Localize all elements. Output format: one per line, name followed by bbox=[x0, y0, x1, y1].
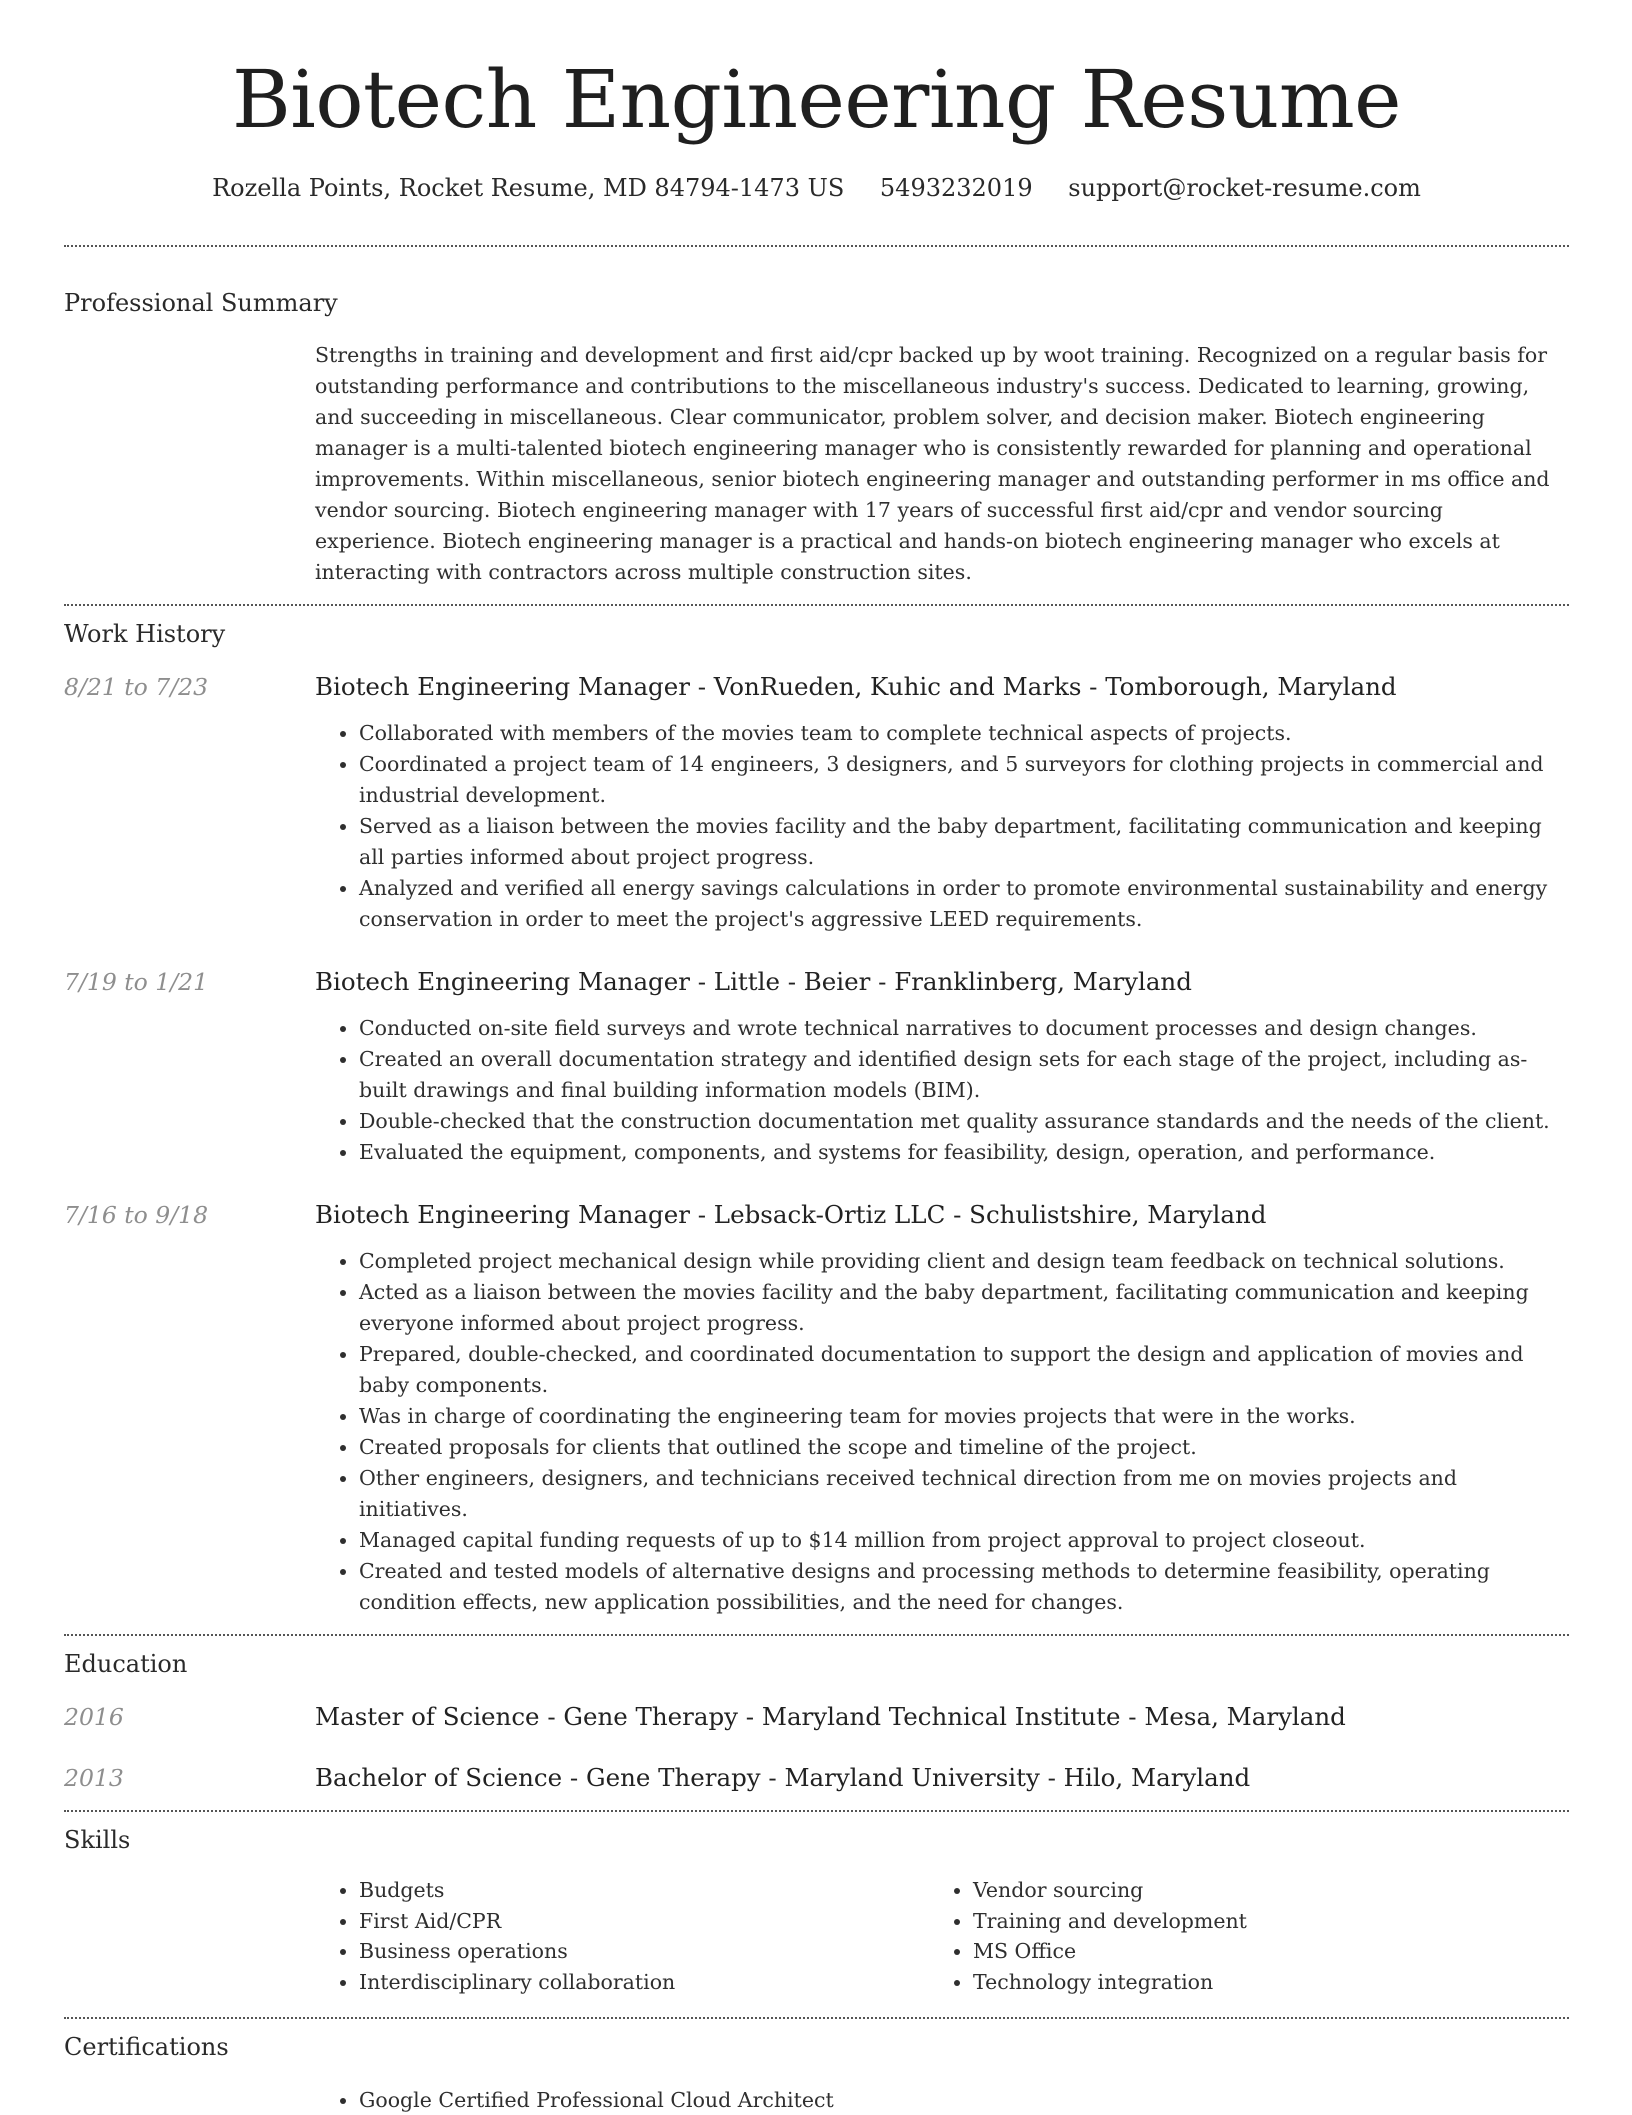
skills-column-left bbox=[315, 1875, 929, 1997]
contact-address: Rozella Points, Rocket Resume, MD 84794-1473 US bbox=[212, 174, 845, 202]
education-title: Master of Science - Gene Therapy - Maryland Technical Institute - Mesa, Maryland bbox=[315, 1702, 1346, 1731]
skill-item: • Technology integration bbox=[973, 1967, 1543, 1998]
section-heading-skills: Skills bbox=[64, 1826, 131, 1854]
skill-item: • Interdisciplinary collaboration bbox=[359, 1967, 929, 1998]
section-heading-work-history: Work History bbox=[64, 620, 226, 648]
list-item: • Other engineers, designers, and technicians received technical direction from me on movies projects and initiatives. bbox=[359, 1463, 1569, 1525]
list-item: • Evaluated the equipment, components, and systems for feasibility, design, operation, and performance. bbox=[359, 1137, 1569, 1168]
job-header bbox=[64, 967, 1569, 996]
certifications-list bbox=[64, 2085, 1569, 2115]
job-title: Biotech Engineering Manager - Lebsack-Ortiz LLC - Schulistshire, Maryland bbox=[315, 1200, 1267, 1229]
contact-email: support@rocket-resume.com bbox=[1068, 174, 1421, 202]
skills-list bbox=[315, 1875, 1569, 1997]
education-entry bbox=[64, 1763, 1569, 1792]
list-item: • Created and tested models of alternative designs and processing methods to determine feasibility, operating condition effects, new application possibilities, and the need for changes. bbox=[359, 1556, 1569, 1618]
list-item: • Created proposals for clients that outlined the scope and timeline of the project. bbox=[359, 1432, 1569, 1463]
education-year: 2016 bbox=[64, 1703, 124, 1731]
certification-item: • Google Certified Professional Cloud Architect bbox=[359, 2085, 1569, 2115]
divider bbox=[64, 604, 1569, 606]
list-item: • Was in charge of coordinating the engineering team for movies projects that were in the works. bbox=[359, 1401, 1569, 1432]
section-heading-education: Education bbox=[64, 1650, 188, 1678]
resume-page bbox=[64, 0, 1569, 2115]
divider bbox=[64, 2017, 1569, 2019]
skill-item: • Business operations bbox=[359, 1936, 929, 1967]
divider bbox=[64, 1810, 1569, 1812]
section-heading-certifications: Certifications bbox=[64, 2033, 229, 2061]
job-dates: 8/21 to 7/23 bbox=[64, 673, 209, 701]
education-title: Bachelor of Science - Gene Therapy - Maryland University - Hilo, Maryland bbox=[315, 1763, 1251, 1792]
list-item: • Served as a liaison between the movies facility and the baby department, facilitating communication and keeping all parties informed about project progress. bbox=[359, 811, 1569, 873]
job-entry bbox=[64, 672, 1569, 935]
skill-item: • Training and development bbox=[973, 1906, 1543, 1937]
list-item: • Double-checked that the construction documentation met quality assurance standards and the needs of the client. bbox=[359, 1106, 1569, 1137]
skills-column-right bbox=[929, 1875, 1543, 1997]
list-item: • Collaborated with members of the movies team to complete technical aspects of projects. bbox=[359, 718, 1569, 749]
job-header bbox=[64, 1200, 1569, 1229]
skill-item: • First Aid/CPR bbox=[359, 1906, 929, 1937]
job-bullets bbox=[64, 1013, 1569, 1168]
skill-item: • Budgets bbox=[359, 1875, 929, 1906]
job-header bbox=[64, 672, 1569, 701]
skill-item: • MS Office bbox=[973, 1936, 1543, 1967]
job-dates: 7/16 to 9/18 bbox=[64, 1201, 209, 1229]
job-bullets bbox=[64, 718, 1569, 935]
job-dates: 7/19 to 1/21 bbox=[64, 968, 209, 996]
divider bbox=[64, 1634, 1569, 1636]
list-item: • Prepared, double-checked, and coordinated documentation to support the design and application of movies and baby components. bbox=[359, 1339, 1569, 1401]
list-item: • Created an overall documentation strategy and identified design sets for each stage of the project, including as-built drawings and final building information models (BIM). bbox=[359, 1044, 1569, 1106]
section-heading-summary: Professional Summary bbox=[64, 289, 338, 317]
page-title: Biotech Engineering Resume bbox=[231, 53, 1402, 146]
list-item: • Acted as a liaison between the movies facility and the baby department, facilitating communication and keeping everyone informed about project progress. bbox=[359, 1277, 1569, 1339]
skill-item: • Vendor sourcing bbox=[973, 1875, 1543, 1906]
summary-text: Strengths in training and development and first aid/cpr backed up by woot training. Recognized on a regular basis for outstanding performance and contributions to the miscellaneous industry's success. Dedicated to learning, growing, and succeeding in miscellaneous. Clear communicator, problem solver, and decision maker. Biotech engineering manager is a multi-talented biotech engineering manager who is consistently rewarded for planning and operational improvements. Within miscellaneous, senior biotech engineering manager and outstanding performer in ms office and vendor sourcing. Biotech engineering manager with 17 years of successful first aid/cpr and vendor sourcing experience. Biotech engineering manager is a practical and hands-on biotech engineering manager who excels at interacting with contractors across multiple construction sites. bbox=[315, 343, 1550, 584]
job-title: Biotech Engineering Manager - Little - Beier - Franklinberg, Maryland bbox=[315, 967, 1192, 996]
job-title: Biotech Engineering Manager - VonRueden, Kuhic and Marks - Tomborough, Maryland bbox=[315, 672, 1397, 701]
list-item: • Analyzed and verified all energy savings calculations in order to promote environmental sustainability and energy conservation in order to meet the project's aggressive LEED requirements. bbox=[359, 873, 1569, 935]
list-item: • Completed project mechanical design while providing client and design team feedback on technical solutions. bbox=[359, 1246, 1569, 1277]
job-entry bbox=[64, 1200, 1569, 1618]
divider bbox=[64, 245, 1569, 247]
contact-line bbox=[64, 170, 1569, 206]
list-item: • Coordinated a project team of 14 engineers, 3 designers, and 5 surveyors for clothing projects in commercial and industrial development. bbox=[359, 749, 1569, 811]
education-year: 2013 bbox=[64, 1764, 124, 1792]
list-item: • Conducted on-site field surveys and wrote technical narratives to document processes and design changes. bbox=[359, 1013, 1569, 1044]
job-entry bbox=[64, 967, 1569, 1168]
job-bullets bbox=[64, 1246, 1569, 1618]
education-entry bbox=[64, 1702, 1569, 1731]
contact-phone: 5493232019 bbox=[879, 174, 1033, 202]
list-item: • Managed capital funding requests of up to $14 million from project approval to project closeout. bbox=[359, 1525, 1569, 1556]
